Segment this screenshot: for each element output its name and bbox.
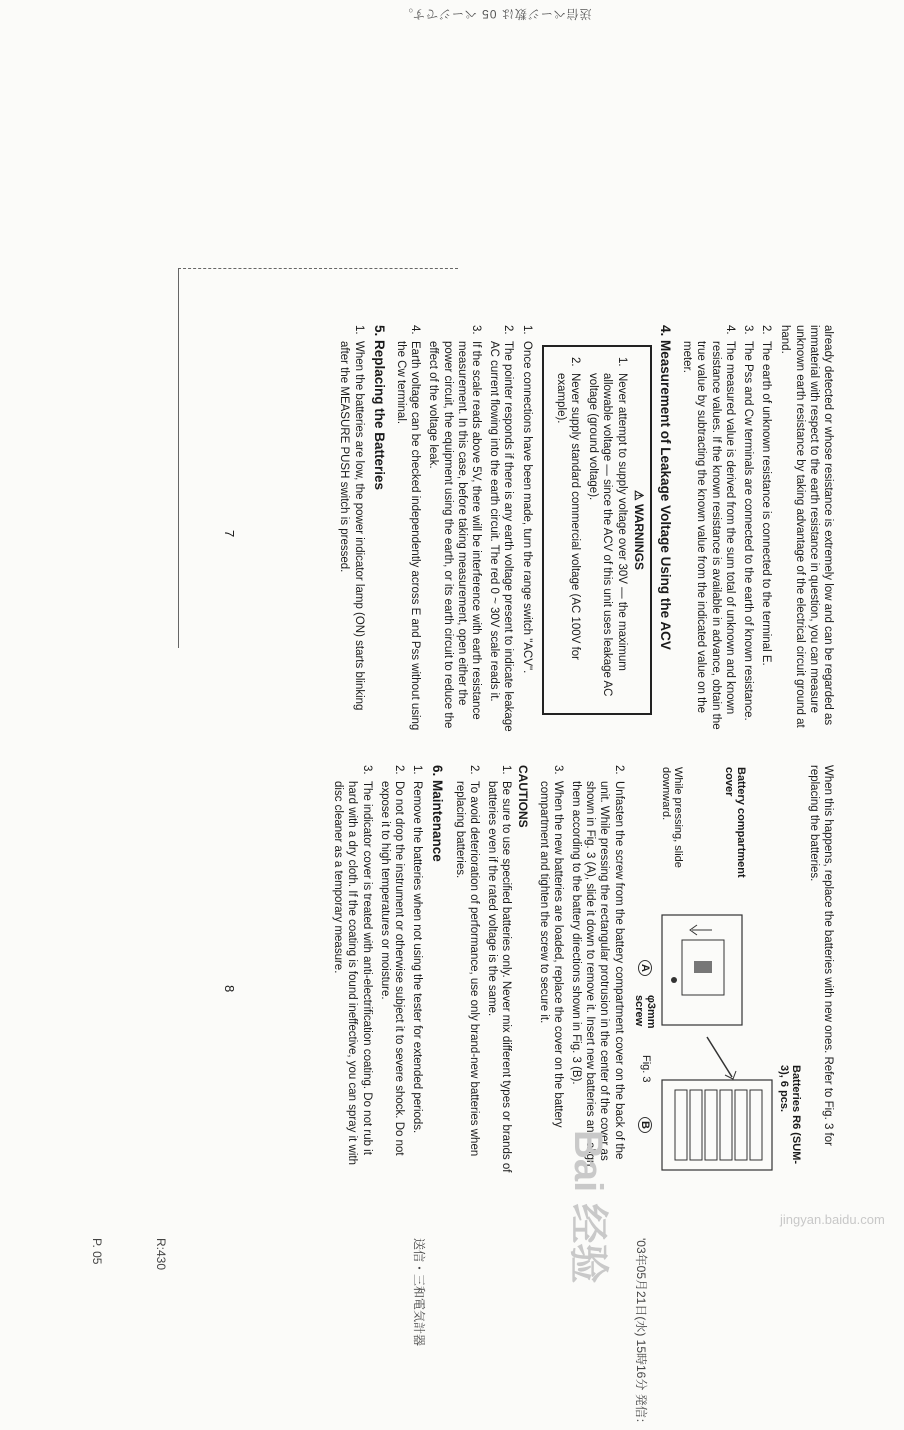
fax-footer-sender: 送信・三和電気計器 <box>412 1238 426 1347</box>
list-item: 3. If the scale reads above 5V, there will be interference with earth resistance measurement. In this case, before taking measurement, open either the power circuit, the equipment using the earth, or its earth circuit to reduce the effect of the voltage leak. <box>427 325 482 729</box>
fax-footer-code: R:430 <box>154 1238 168 1271</box>
baidu-watermark-url: jingyan.baidu.com <box>780 1212 885 1227</box>
label-b: B <box>638 1117 652 1133</box>
list-item: 4. Earth voltage can be checked independently across E and Pss without using the Cw terminal. <box>394 325 422 731</box>
baidu-watermark-logo: Bai 经验 <box>566 1130 610 1284</box>
label-batteries: Batteries R6 (SUM-3), 6 pcs. <box>777 1065 802 1165</box>
warning-triangle-icon: ⚠ <box>631 489 646 501</box>
section-6-title: 6. Maintenance <box>430 765 446 862</box>
list-item: 1. When the batteries are low, the power indicator lamp (ON) starts blinking after the MEASURE PUSH switch is pressed. <box>338 325 365 711</box>
label-a: A <box>638 960 652 976</box>
list-item: 3. When the new batteries are loaded, replace the cover on the battery compartment and tighten the screw to secure it. <box>537 765 564 1128</box>
label-screw: φ3mm screw <box>632 995 657 1029</box>
page-number-left: 7 <box>222 530 237 538</box>
cautions-heading: CAUTIONS <box>516 765 531 828</box>
fax-header-top: 送信ページ数は 05 ページです。 <box>400 7 592 21</box>
battery-diagram <box>632 765 802 1175</box>
list-item: 3. The indicator cover is treated with anti-electrification coating. Do not rub it hard with a dry cloth. If the coating is found ineffective, you can spray it with disc cleaner as a temporary measure. <box>332 765 373 1165</box>
left-page <box>333 325 835 735</box>
label-battery-cover: Battery compartment cover <box>722 767 747 878</box>
list-item: 2. Unfasten the screw from the battery compartment cover on the back of the unit. While pressing the rectangular protrusion in the center of the cover as shown in Fig. 3 (A), slide it down to remove it. Insert new batteries and align them according to the battery directions shown in Fig. 3 (B). <box>569 765 625 1167</box>
fax-footer-datetime: '03年05月21日(水) 15時16分 発信： <box>634 1238 648 1430</box>
list-item: 1. Once connections have been made, turn the range switch "ACV". <box>520 325 533 674</box>
list-item: 2. The earth of unknown resistance is connected to the terminal E. <box>760 325 773 666</box>
caution-item: 1. Be sure to use specified batteries only. Never mix different types or brands of batteries even if the rated voltage is the same. <box>485 765 513 1173</box>
scan-border-left <box>178 268 179 648</box>
list-item: 2. Do not drop the instrument or otherwise subject it to severe shock. Do not expose it to high temperatures or moisture. <box>378 765 405 1156</box>
left-intro: already detected or whose resistance is extremely low and can be regarded as immaterial with respect to the earth resistance in question, you can measure unknown earth resistance by taking advantage of the electrical circuit ground at hand. <box>779 325 834 728</box>
caution-item: 2. To avoid deterioration of performance, use only brand-new batteries when replacing batteries. <box>453 765 480 1157</box>
section-5-title: 5. Replacing the Batteries <box>371 325 387 491</box>
warning-item: 1. Never attempt to supply voltage over 30V — the maximum allowable voltage — since the ACV of this unit uses leakage AC voltage (ground voltage). <box>587 357 628 697</box>
fax-footer-page: P. 05 <box>90 1238 104 1265</box>
warning-item: 2. Never supply standard commercial voltage (AC 100V for example). <box>554 357 581 660</box>
label-press-slide: While pressing, slide downward. <box>659 767 684 868</box>
list-item: 2. The pointer responds if there is any earth voltage present to indicate leakage AC current flowing into the earth circuit. The red 0 ~ 30V scale reads it. <box>488 325 515 732</box>
warnings-box <box>542 345 652 715</box>
section-4-title: 4. Measurement of Leakage Voltage Using the ACV <box>657 325 673 650</box>
manual-spread <box>215 295 855 1175</box>
page-number-right: 8 <box>222 985 237 993</box>
figure-3 <box>632 765 802 1175</box>
right-page <box>327 765 835 1175</box>
warnings-heading: ⚠ WARNINGS <box>631 489 646 571</box>
figure-caption: Fig. 3 <box>639 1055 652 1083</box>
list-item: 3. The Pss and Cw terminals are connected to the earth of known resistance. <box>741 325 754 721</box>
list-item: 1. Remove the batteries when not using the tester for extended periods. <box>411 765 424 1134</box>
list-item: 4. The measured value is derived from the sum total of unknown and known resistance values. If the known resistance is available in advance, obtain the true value by subtracting the known value from the indicated value on the meter. <box>681 325 736 730</box>
scan-border-top <box>178 268 458 269</box>
right-intro: When this happens, replace the batteries with new ones. Refer to Fig. 3 for replacing the batteries. <box>807 765 834 1146</box>
